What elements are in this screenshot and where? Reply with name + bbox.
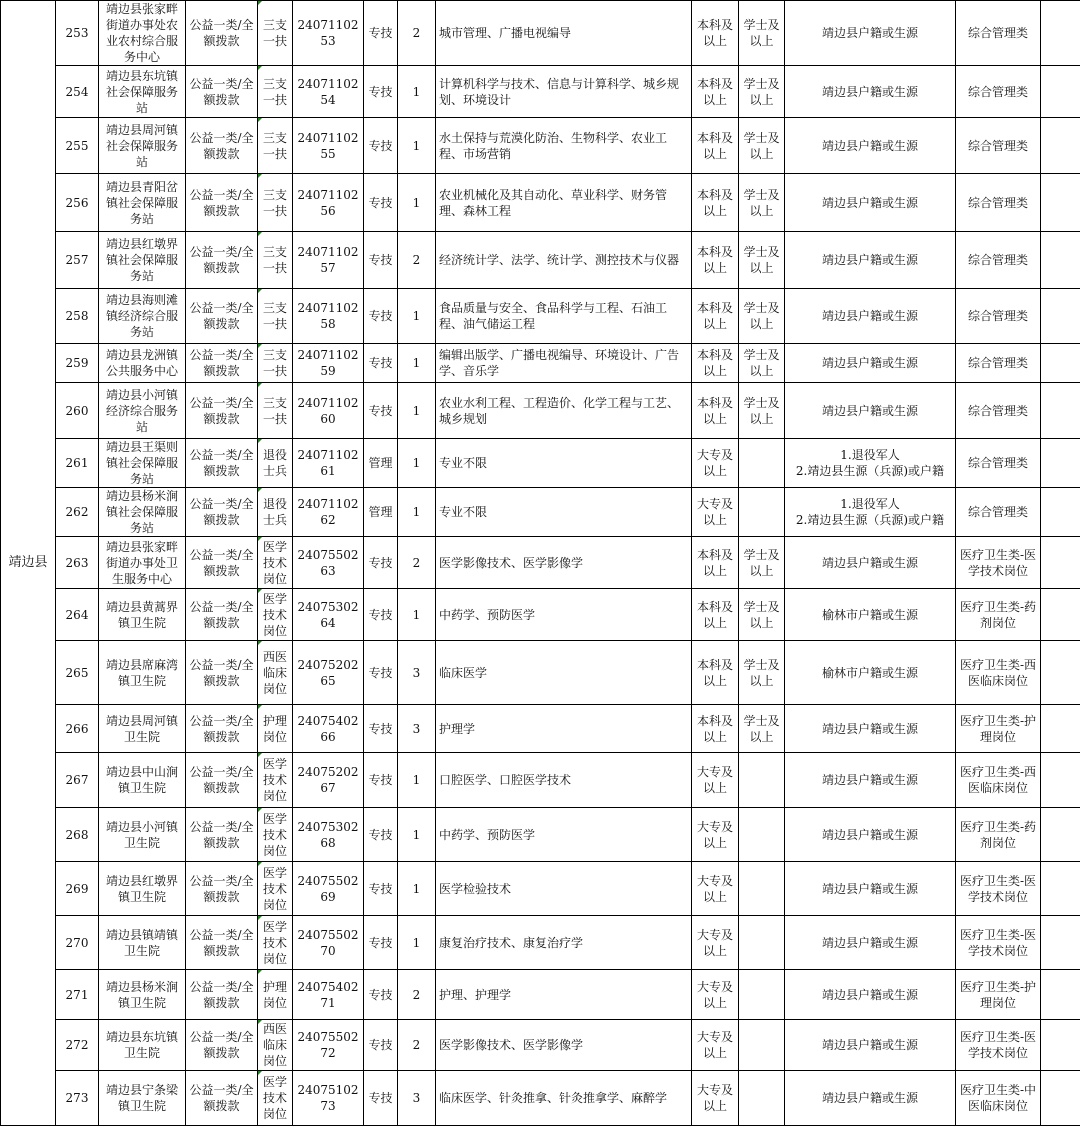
employer-unit-cell: 靖边县杨米涧镇社会保障服务站 [99,488,186,537]
table-row [1,344,1080,383]
table-row [1,174,1080,232]
hire-count-cell: 2 [398,1,436,66]
table-row [1,232,1080,289]
post-nature-cell: 专技 [364,705,398,753]
degree-requirement-cell [739,1020,785,1071]
empty-cell [1041,641,1080,705]
exam-category-cell: 医疗卫生类-护理岗位 [956,705,1041,753]
employer-unit-cell: 靖边县周河镇卫生院 [99,705,186,753]
post-code-cell: 2407550269 [293,862,364,916]
exam-category-cell: 医疗卫生类-药剂岗位 [956,808,1041,862]
table-row [1,1071,1080,1126]
hire-count-cell: 3 [398,705,436,753]
hire-count-cell: 1 [398,589,436,641]
row-number-cell: 271 [56,970,99,1020]
empty-cell [1041,1,1080,66]
education-requirement-cell: 本科及以上 [692,537,739,589]
empty-cell [1041,753,1080,808]
post-category-cell: 医学技术岗位 [258,753,293,808]
other-requirements-cell: 靖边县户籍或生源 [785,232,956,289]
row-number-cell: 270 [56,916,99,970]
empty-cell [1041,537,1080,589]
post-nature-cell: 专技 [364,589,398,641]
post-nature-cell: 管理 [364,488,398,537]
degree-requirement-cell [739,439,785,488]
employer-unit-cell: 靖边县王渠则镇社会保障服务站 [99,439,186,488]
other-requirements-cell: 靖边县户籍或生源 [785,174,956,232]
post-category-cell: 三支一扶 [258,1,293,66]
unit-type-cell: 公益一类/全额拨款 [186,383,258,439]
unit-type-cell: 公益一类/全额拨款 [186,439,258,488]
other-requirements-cell: 靖边县户籍或生源 [785,970,956,1020]
post-category-cell: 护理岗位 [258,705,293,753]
hire-count-cell: 2 [398,537,436,589]
unit-type-cell: 公益一类/全额拨款 [186,1071,258,1126]
exam-category-cell: 综合管理类 [956,118,1041,174]
post-category-cell: 三支一扶 [258,289,293,344]
empty-cell [1041,1071,1080,1126]
post-code-cell: 2407110258 [293,289,364,344]
hire-count-cell: 1 [398,383,436,439]
employer-unit-cell: 靖边县海则滩镇经济综合服务站 [99,289,186,344]
post-category-cell: 护理岗位 [258,970,293,1020]
row-number-cell: 257 [56,232,99,289]
row-number-cell: 256 [56,174,99,232]
unit-type-cell: 公益一类/全额拨款 [186,344,258,383]
table-body [1,1,1080,1126]
major-requirement-cell: 临床医学、针灸推拿、针灸推拿学、麻醉学 [436,1071,692,1126]
employer-unit-cell: 靖边县青阳岔镇社会保障服务站 [99,174,186,232]
table-row [1,641,1080,705]
empty-cell [1041,66,1080,118]
education-requirement-cell: 本科及以上 [692,1,739,66]
exam-category-cell: 综合管理类 [956,1,1041,66]
degree-requirement-cell: 学士及以上 [739,705,785,753]
education-requirement-cell: 大专及以上 [692,808,739,862]
other-requirements-cell: 靖边县户籍或生源 [785,1020,956,1071]
post-code-cell: 2407110255 [293,118,364,174]
county-cell: 靖边县 [1,1,56,1126]
degree-requirement-cell [739,753,785,808]
row-number-cell: 254 [56,66,99,118]
hire-count-cell: 1 [398,344,436,383]
exam-category-cell: 综合管理类 [956,232,1041,289]
other-requirements-cell: 1.退役军人 2.靖边县生源（兵源)或户籍 [785,488,956,537]
degree-requirement-cell: 学士及以上 [739,66,785,118]
degree-requirement-cell: 学士及以上 [739,537,785,589]
major-requirement-cell: 专业不限 [436,439,692,488]
degree-requirement-cell: 学士及以上 [739,118,785,174]
table-row [1,439,1080,488]
hire-count-cell: 2 [398,232,436,289]
empty-cell [1041,344,1080,383]
education-requirement-cell: 大专及以上 [692,1020,739,1071]
other-requirements-cell: 榆林市户籍或生源 [785,589,956,641]
empty-cell [1041,289,1080,344]
post-nature-cell: 管理 [364,439,398,488]
other-requirements-cell: 榆林市户籍或生源 [785,641,956,705]
post-code-cell: 2407110257 [293,232,364,289]
degree-requirement-cell [739,808,785,862]
degree-requirement-cell [739,862,785,916]
major-requirement-cell: 护理学 [436,705,692,753]
hire-count-cell: 2 [398,1020,436,1071]
unit-type-cell: 公益一类/全额拨款 [186,916,258,970]
table-row [1,916,1080,970]
row-number-cell: 272 [56,1020,99,1071]
post-code-cell: 2407510273 [293,1071,364,1126]
row-number-cell: 266 [56,705,99,753]
education-requirement-cell: 大专及以上 [692,488,739,537]
unit-type-cell: 公益一类/全额拨款 [186,118,258,174]
exam-category-cell: 综合管理类 [956,66,1041,118]
other-requirements-cell: 靖边县户籍或生源 [785,289,956,344]
unit-type-cell: 公益一类/全额拨款 [186,1,258,66]
other-requirements-cell: 靖边县户籍或生源 [785,1,956,66]
post-category-cell: 三支一扶 [258,66,293,118]
empty-cell [1041,174,1080,232]
major-requirement-cell: 编辑出版学、广播电视编导、环境设计、广告学、音乐学 [436,344,692,383]
education-requirement-cell: 本科及以上 [692,383,739,439]
education-requirement-cell: 本科及以上 [692,66,739,118]
other-requirements-cell: 靖边县户籍或生源 [785,862,956,916]
post-code-cell: 2407110253 [293,1,364,66]
employer-unit-cell: 靖边县黄蒿界镇卫生院 [99,589,186,641]
unit-type-cell: 公益一类/全额拨款 [186,808,258,862]
exam-category-cell: 医疗卫生类-西医临床岗位 [956,753,1041,808]
post-category-cell: 西医临床岗位 [258,1020,293,1071]
employer-unit-cell: 靖边县张家畔街道办事处卫生服务中心 [99,537,186,589]
post-nature-cell: 专技 [364,118,398,174]
exam-category-cell: 医疗卫生类-中医临床岗位 [956,1071,1041,1126]
hire-count-cell: 1 [398,808,436,862]
hire-count-cell: 1 [398,118,436,174]
empty-cell [1041,970,1080,1020]
post-code-cell: 2407520265 [293,641,364,705]
table-row [1,808,1080,862]
unit-type-cell: 公益一类/全额拨款 [186,641,258,705]
exam-category-cell: 医疗卫生类-医学技术岗位 [956,916,1041,970]
post-category-cell: 三支一扶 [258,344,293,383]
empty-cell [1041,589,1080,641]
education-requirement-cell: 本科及以上 [692,289,739,344]
major-requirement-cell: 医学影像技术、医学影像学 [436,537,692,589]
post-nature-cell: 专技 [364,537,398,589]
empty-cell [1041,439,1080,488]
major-requirement-cell: 医学影像技术、医学影像学 [436,1020,692,1071]
empty-cell [1041,916,1080,970]
empty-cell [1041,862,1080,916]
table-row [1,289,1080,344]
hire-count-cell: 1 [398,289,436,344]
post-code-cell: 2407110256 [293,174,364,232]
major-requirement-cell: 计算机科学与技术、信息与计算科学、城乡规划、环境设计 [436,66,692,118]
major-requirement-cell: 护理、护理学 [436,970,692,1020]
row-number-cell: 273 [56,1071,99,1126]
employer-unit-cell: 靖边县中山涧镇卫生院 [99,753,186,808]
empty-cell [1041,232,1080,289]
exam-category-cell: 综合管理类 [956,383,1041,439]
hire-count-cell: 1 [398,916,436,970]
hire-count-cell: 1 [398,753,436,808]
education-requirement-cell: 本科及以上 [692,118,739,174]
other-requirements-cell: 靖边县户籍或生源 [785,916,956,970]
row-number-cell: 265 [56,641,99,705]
post-code-cell: 2407540266 [293,705,364,753]
major-requirement-cell: 食品质量与安全、食品科学与工程、石油工程、油气储运工程 [436,289,692,344]
table-row [1,118,1080,174]
education-requirement-cell: 本科及以上 [692,232,739,289]
employer-unit-cell: 靖边县杨米涧镇卫生院 [99,970,186,1020]
major-requirement-cell: 口腔医学、口腔医学技术 [436,753,692,808]
row-number-cell: 253 [56,1,99,66]
exam-category-cell: 综合管理类 [956,488,1041,537]
post-nature-cell: 专技 [364,174,398,232]
exam-category-cell: 综合管理类 [956,344,1041,383]
empty-cell [1041,488,1080,537]
degree-requirement-cell: 学士及以上 [739,289,785,344]
table-row [1,753,1080,808]
degree-requirement-cell: 学士及以上 [739,589,785,641]
exam-category-cell: 综合管理类 [956,439,1041,488]
hire-count-cell: 3 [398,641,436,705]
hire-count-cell: 2 [398,970,436,1020]
education-requirement-cell: 本科及以上 [692,589,739,641]
empty-cell [1041,383,1080,439]
empty-cell [1041,808,1080,862]
unit-type-cell: 公益一类/全额拨款 [186,1020,258,1071]
post-category-cell: 三支一扶 [258,232,293,289]
post-nature-cell: 专技 [364,753,398,808]
row-number-cell: 262 [56,488,99,537]
post-category-cell: 退役士兵 [258,439,293,488]
table-row [1,705,1080,753]
employer-unit-cell: 靖边县宁条梁镇卫生院 [99,1071,186,1126]
major-requirement-cell: 农业机械化及其自动化、草业科学、财务管理、森林工程 [436,174,692,232]
row-number-cell: 267 [56,753,99,808]
post-code-cell: 2407110254 [293,66,364,118]
major-requirement-cell: 临床医学 [436,641,692,705]
unit-type-cell: 公益一类/全额拨款 [186,488,258,537]
post-nature-cell: 专技 [364,383,398,439]
employer-unit-cell: 靖边县东坑镇社会保障服务站 [99,66,186,118]
post-code-cell: 2407550270 [293,916,364,970]
hire-count-cell: 1 [398,488,436,537]
post-nature-cell: 专技 [364,862,398,916]
exam-category-cell: 医疗卫生类-药剂岗位 [956,589,1041,641]
other-requirements-cell: 靖边县户籍或生源 [785,344,956,383]
post-nature-cell: 专技 [364,970,398,1020]
education-requirement-cell: 本科及以上 [692,174,739,232]
unit-type-cell: 公益一类/全额拨款 [186,66,258,118]
major-requirement-cell: 城市管理、广播电视编导 [436,1,692,66]
unit-type-cell: 公益一类/全额拨款 [186,753,258,808]
employer-unit-cell: 靖边县席麻湾镇卫生院 [99,641,186,705]
education-requirement-cell: 大专及以上 [692,970,739,1020]
employer-unit-cell: 靖边县东坑镇卫生院 [99,1020,186,1071]
degree-requirement-cell [739,970,785,1020]
hire-count-cell: 1 [398,174,436,232]
employer-unit-cell: 靖边县镇靖镇卫生院 [99,916,186,970]
major-requirement-cell: 农业水利工程、工程造价、化学工程与工艺、城乡规划 [436,383,692,439]
post-nature-cell: 专技 [364,1,398,66]
post-code-cell: 2407530264 [293,589,364,641]
unit-type-cell: 公益一类/全额拨款 [186,537,258,589]
post-category-cell: 三支一扶 [258,118,293,174]
post-category-cell: 医学技术岗位 [258,589,293,641]
degree-requirement-cell [739,1071,785,1126]
post-category-cell: 退役士兵 [258,488,293,537]
row-number-cell: 260 [56,383,99,439]
table-row [1,862,1080,916]
major-requirement-cell: 康复治疗技术、康复治疗学 [436,916,692,970]
other-requirements-cell: 靖边县户籍或生源 [785,66,956,118]
degree-requirement-cell [739,916,785,970]
row-number-cell: 255 [56,118,99,174]
degree-requirement-cell: 学士及以上 [739,383,785,439]
exam-category-cell: 医疗卫生类-医学技术岗位 [956,1020,1041,1071]
table-row [1,383,1080,439]
post-nature-cell: 专技 [364,1071,398,1126]
unit-type-cell: 公益一类/全额拨款 [186,589,258,641]
exam-category-cell: 综合管理类 [956,289,1041,344]
employer-unit-cell: 靖边县小河镇卫生院 [99,808,186,862]
post-nature-cell: 专技 [364,641,398,705]
post-category-cell: 医学技术岗位 [258,808,293,862]
other-requirements-cell: 靖边县户籍或生源 [785,753,956,808]
unit-type-cell: 公益一类/全额拨款 [186,232,258,289]
education-requirement-cell: 本科及以上 [692,344,739,383]
major-requirement-cell: 医学检验技术 [436,862,692,916]
employer-unit-cell: 靖边县红墩界镇卫生院 [99,862,186,916]
post-category-cell: 医学技术岗位 [258,916,293,970]
table-row [1,589,1080,641]
other-requirements-cell: 靖边县户籍或生源 [785,537,956,589]
employer-unit-cell: 靖边县张家畔街道办事处农业农村综合服务中心 [99,1,186,66]
post-code-cell: 2407530268 [293,808,364,862]
education-requirement-cell: 本科及以上 [692,705,739,753]
post-category-cell: 西医临床岗位 [258,641,293,705]
employer-unit-cell: 靖边县龙洲镇公共服务中心 [99,344,186,383]
major-requirement-cell: 经济统计学、法学、统计学、测控技术与仪器 [436,232,692,289]
unit-type-cell: 公益一类/全额拨款 [186,970,258,1020]
education-requirement-cell: 本科及以上 [692,641,739,705]
major-requirement-cell: 水土保持与荒漠化防治、生物科学、农业工程、市场营销 [436,118,692,174]
education-requirement-cell: 大专及以上 [692,1071,739,1126]
other-requirements-cell: 靖边县户籍或生源 [785,118,956,174]
table-row [1,1,1080,66]
exam-category-cell: 医疗卫生类-西医临床岗位 [956,641,1041,705]
row-number-cell: 258 [56,289,99,344]
post-code-cell: 2407550272 [293,1020,364,1071]
post-code-cell: 2407550263 [293,537,364,589]
hire-count-cell: 1 [398,862,436,916]
post-code-cell: 2407110260 [293,383,364,439]
degree-requirement-cell: 学士及以上 [739,641,785,705]
hire-count-cell: 3 [398,1071,436,1126]
degree-requirement-cell: 学士及以上 [739,344,785,383]
table-row [1,537,1080,589]
exam-category-cell: 综合管理类 [956,174,1041,232]
post-category-cell: 医学技术岗位 [258,1071,293,1126]
unit-type-cell: 公益一类/全额拨款 [186,174,258,232]
employer-unit-cell: 靖边县红墩界镇社会保障服务站 [99,232,186,289]
post-nature-cell: 专技 [364,1020,398,1071]
post-nature-cell: 专技 [364,289,398,344]
unit-type-cell: 公益一类/全额拨款 [186,289,258,344]
post-category-cell: 三支一扶 [258,383,293,439]
hire-count-cell: 1 [398,439,436,488]
degree-requirement-cell: 学士及以上 [739,232,785,289]
major-requirement-cell: 中药学、预防医学 [436,589,692,641]
education-requirement-cell: 大专及以上 [692,862,739,916]
post-category-cell: 医学技术岗位 [258,862,293,916]
education-requirement-cell: 大专及以上 [692,753,739,808]
row-number-cell: 269 [56,862,99,916]
exam-category-cell: 医疗卫生类-护理岗位 [956,970,1041,1020]
post-code-cell: 2407520267 [293,753,364,808]
row-number-cell: 261 [56,439,99,488]
other-requirements-cell: 靖边县户籍或生源 [785,808,956,862]
post-nature-cell: 专技 [364,66,398,118]
empty-cell [1041,705,1080,753]
major-requirement-cell: 专业不限 [436,488,692,537]
degree-requirement-cell [739,488,785,537]
post-nature-cell: 专技 [364,344,398,383]
row-number-cell: 264 [56,589,99,641]
degree-requirement-cell: 学士及以上 [739,174,785,232]
table-row [1,488,1080,537]
empty-cell [1041,118,1080,174]
post-code-cell: 2407110261 [293,439,364,488]
unit-type-cell: 公益一类/全额拨款 [186,705,258,753]
post-category-cell: 医学技术岗位 [258,537,293,589]
post-code-cell: 2407110262 [293,488,364,537]
post-code-cell: 2407540271 [293,970,364,1020]
education-requirement-cell: 大专及以上 [692,916,739,970]
post-nature-cell: 专技 [364,232,398,289]
other-requirements-cell: 1.退役军人 2.靖边县生源（兵源)或户籍 [785,439,956,488]
hire-count-cell: 1 [398,66,436,118]
table-row [1,970,1080,1020]
education-requirement-cell: 大专及以上 [692,439,739,488]
employer-unit-cell: 靖边县小河镇经济综合服务站 [99,383,186,439]
employer-unit-cell: 靖边县周河镇社会保障服务站 [99,118,186,174]
major-requirement-cell: 中药学、预防医学 [436,808,692,862]
post-code-cell: 2407110259 [293,344,364,383]
unit-type-cell: 公益一类/全额拨款 [186,862,258,916]
post-nature-cell: 专技 [364,808,398,862]
row-number-cell: 268 [56,808,99,862]
degree-requirement-cell: 学士及以上 [739,1,785,66]
post-nature-cell: 专技 [364,916,398,970]
post-category-cell: 三支一扶 [258,174,293,232]
empty-cell [1041,1020,1080,1071]
row-number-cell: 263 [56,537,99,589]
table-row [1,1020,1080,1071]
exam-category-cell: 医疗卫生类-医学技术岗位 [956,537,1041,589]
row-number-cell: 259 [56,344,99,383]
other-requirements-cell: 靖边县户籍或生源 [785,1071,956,1126]
table-row [1,66,1080,118]
exam-category-cell: 医疗卫生类-医学技术岗位 [956,862,1041,916]
other-requirements-cell: 靖边县户籍或生源 [785,705,956,753]
other-requirements-cell: 靖边县户籍或生源 [785,383,956,439]
